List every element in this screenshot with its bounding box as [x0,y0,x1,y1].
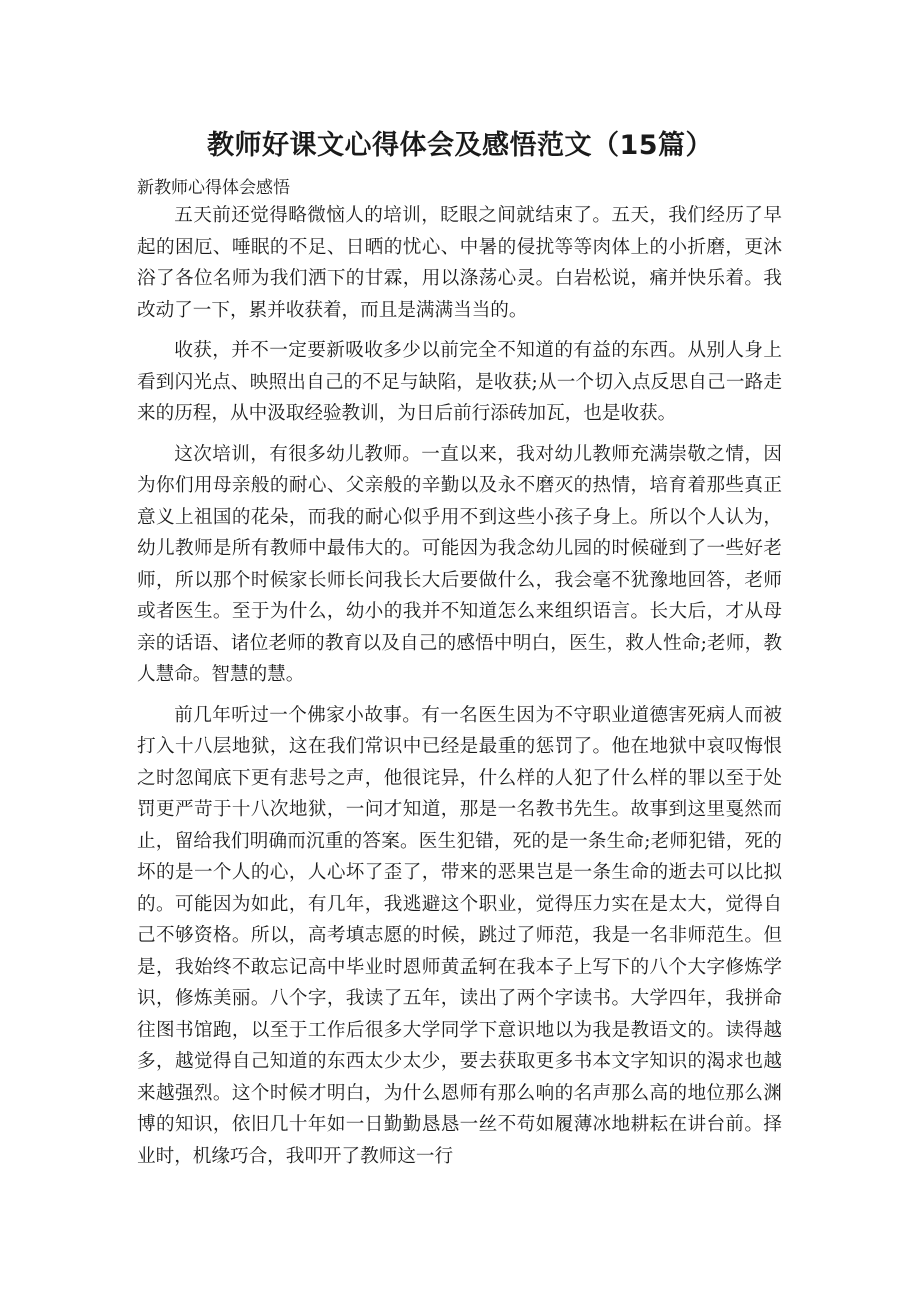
paragraph: 五天前还觉得略微恼人的培训，眨眼之间就结束了。五天，我们经历了早起的困厄、唾眠的不足、日晒的忧心、中暑的侵扰等等肉体上的小折磨，更沐浴了各位名师为我们洒下的甘霖，用以涤荡心灵。白岩松说，痛并快乐着。我改动了一下，累并收获着，而且是满满当当的。 [137,205,782,321]
paragraph: 前几年听过一个佛家小故事。有一名医生因为不守职业道德害死病人而被打入十八层地狱，这在我们常识中已经是最重的惩罚了。他在地狱中哀叹悔恨之时忽闻底下更有悲号之声，他很诧异，什么样的人犯了什么样的罪以至于处罚更严苛于十八次地狱，一问才知道，那是一名教书先生。故事到这里戛然而止，留给我们明确而沉重的答案。医生犯错，死的是一条生命;老师犯错，死的坏的是一个人的心，人心坏了歪了，带来的恶果岂是一条生命的逝去可以比拟的。可能因为如此，有几年，我逃避这个职业，觉得压力实在是太大，觉得自己不够资格。所以，高考填志愿的时候，跳过了师范，我是一名非师范生。但是，我始终不敢忘记高中毕业时恩师黄孟轲在我本子上写下的八个大字修炼学识，修炼美丽。八个字，我读了五年，读出了两个字读书。大学四年，我拼命往图书馆跑，以至于工作后很多大学同学下意识地以为我是教语文的。读得越多，越觉得自己知道的东西太少太少，要去获取更多书本文字知识的渴求也越来越强烈。这个时候才明白，为什么恩师有那么响的名声那么高的地位那么渊博的知识，依旧几十年如一日勤勤恳恳一丝不苟如履薄冰地耕耘在讲台前。择业时，机缘巧合，我叩开了教师这一行 [137,704,782,1167]
document-body [137,200,782,1181]
paragraph: 收获，并不一定要新吸收多少以前完全不知道的有益的东西。从别人身上看到闪光点、映照出自己的不足与缺陷，是收获;从一个切入点反思自己一路走来的历程，从中汲取经验教训，为日后前行添砖加瓦，也是收获。 [137,340,782,424]
section-heading: 新教师心得体会感悟 [137,178,290,198]
paragraph: 这次培训，有很多幼儿教师。一直以来，我对幼儿教师充满崇敬之情，因为你们用母亲般的耐心、父亲般的辛勤以及永不磨灭的热情，培育着那些真正意义上祖国的花朵，而我的耐心似乎用不到这些小孩子身上。所以个人认为，幼儿教师是所有教师中最伟大的。可能因为我念幼儿园的时候碰到了一些好老师，所以那个时候家长师长问我长大后要做什么，我会毫不犹豫地回答，老师或者医生。至于为什么，幼小的我并不知道怎么来组织语言。长大后，才从母亲的话语、诸位老师的教育以及自己的感悟中明白，医生，救人性命;老师，教人慧命。智慧的慧。 [137,443,782,685]
document-title: 教师好课文心得体会及感悟范文（15篇） [206,130,714,161]
